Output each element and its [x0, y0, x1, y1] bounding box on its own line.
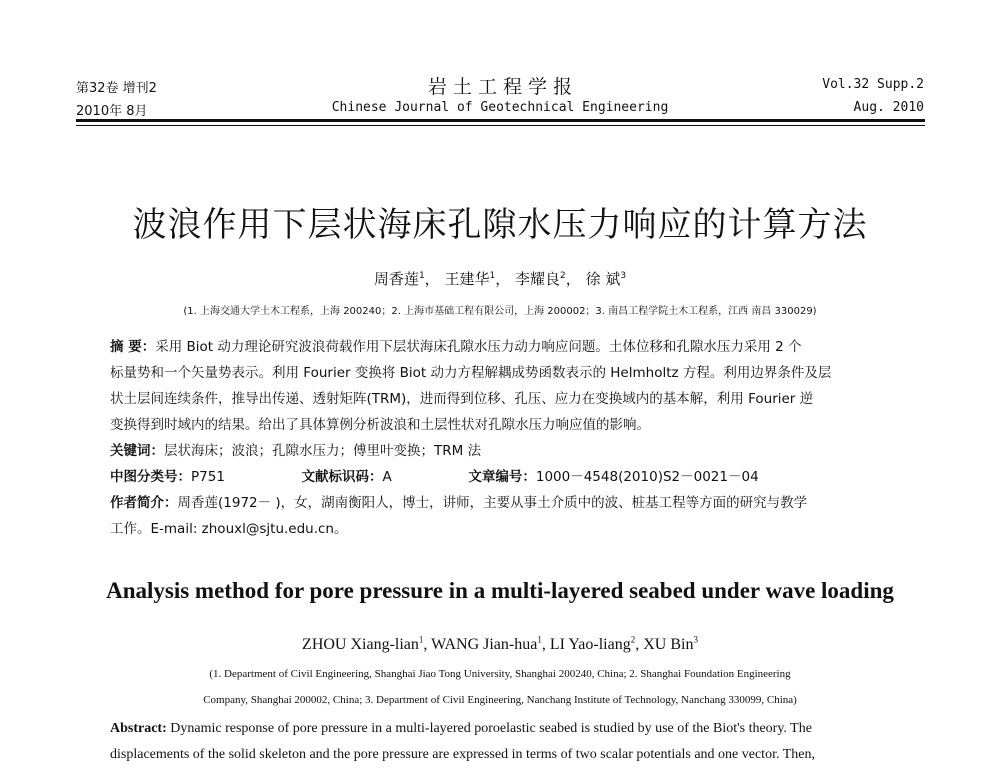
abstract-cn-line: 状土层间连续条件，推导出传递、透射矩阵(TRM)，进而得到位移、孔压、应力在变换域内的基本解，利用 Fourier 逆	[110, 391, 814, 407]
abstract-cn	[110, 334, 890, 542]
author-en: XU Bin$^3$	[643, 634, 698, 653]
journal-title-en: Chinese Journal of Geotechnical Engineering	[331, 100, 669, 115]
author-en: ZHOU Xiang-lian$^1$,	[302, 634, 432, 653]
author-list-cn	[0, 268, 1000, 289]
abstract-en-label: Abstract:	[110, 721, 167, 736]
article-number: 1000－4548(2010)S2－0021－04	[535, 469, 759, 485]
volume-issue: 第32卷 增刊2	[76, 81, 157, 96]
clc-number: P751	[191, 469, 225, 485]
classification-line: 中图分类号：P751 文献标识码：A 文章编号：1000－4548(2010)S2－0021－04	[110, 469, 759, 485]
author-cn: 周香莲$^1$，	[373, 270, 440, 288]
author-list-en	[0, 636, 1000, 654]
abstract-cn-label: 摘 要：	[110, 339, 156, 355]
author-bio: 作者简介：周香莲(1972－ )，女，湖南衡阳人，博士，讲师，主要从事土介质中的波、桩基工程等方面的研究与教学	[110, 495, 808, 511]
header-rule-thin	[76, 125, 925, 126]
author-bio-line2: 工作。E-mail: zhouxl@sjtu.edu.cn。	[110, 521, 348, 537]
affiliation-en-line2: Company, Shanghai 200002, China; 3. Department of Civil Engineering, Nanchang Institute of Technology, Nanchang 330099, China)	[203, 694, 797, 706]
author-cn: 王建华$^1$，	[444, 270, 511, 288]
publication-date-en: Aug. 2010	[853, 100, 924, 115]
keywords-cn: 关键词：层状海床；波浪；孔隙水压力；傅里叶变换；TRM 法	[110, 443, 482, 459]
article-title-en: Analysis method for pore pressure in a multi-layered seabed under wave loading	[106, 578, 894, 603]
abstract-en: Abstract: Dynamic response of pore pressure in a multi-layered poroelastic seabed is studied by use of the Biot's theory. The displacements of the solid skeleton and the pore pressure are expressed in terms of two scalar potentials and one vector. Then,	[110, 721, 815, 762]
publication-date-cn: 2010年 8月	[76, 104, 148, 119]
affiliation-cn: (1. 上海交通大学土木工程系，上海 200240；2. 上海市基础工程有限公司，上海 200002；3. 南昌工程学院土木工程系，江西 南昌 330029)	[183, 306, 817, 317]
volume-issue-en: Vol.32 Supp.2	[822, 77, 924, 92]
abstract-cn-line: 变换得到时域内的结果。给出了具体算例分析波浪和土层性状对孔隙水压力响应值的影响。	[110, 417, 650, 433]
document-code: A	[382, 469, 392, 485]
abstract-cn-line: 摘 要：采用 Biot 动力理论研究波浪荷载作用下层状海床孔隙水压力动力响应问题。土体位移和孔隙水压力采用 2 个	[110, 339, 802, 355]
author-en: WANG Jian-hua$^1$,	[431, 634, 550, 653]
author-en: LI Yao-liang$^2$,	[549, 634, 644, 653]
author-cn: 徐 斌$^3$	[585, 270, 627, 288]
affiliation-en-line1: (1. Department of Civil Engineering, Shanghai Jiao Tong University, Shanghai 200240, China; 2. Shanghai Foundation Engineering	[209, 668, 791, 680]
header-rule-thick	[76, 119, 925, 122]
article-title-cn: 波浪作用下层状海床孔隙水压力响应的计算方法	[132, 205, 868, 245]
author-cn: 李耀良$^2$，	[515, 270, 581, 288]
journal-title-cn: 岩 土 工 程 学 报	[427, 76, 573, 98]
abstract-cn-line: 标量势和一个矢量势表示。利用 Fourier 变换将 Biot 动力方程解耦成势函数表示的 Helmholtz 方程。利用边界条件及层	[110, 365, 832, 381]
